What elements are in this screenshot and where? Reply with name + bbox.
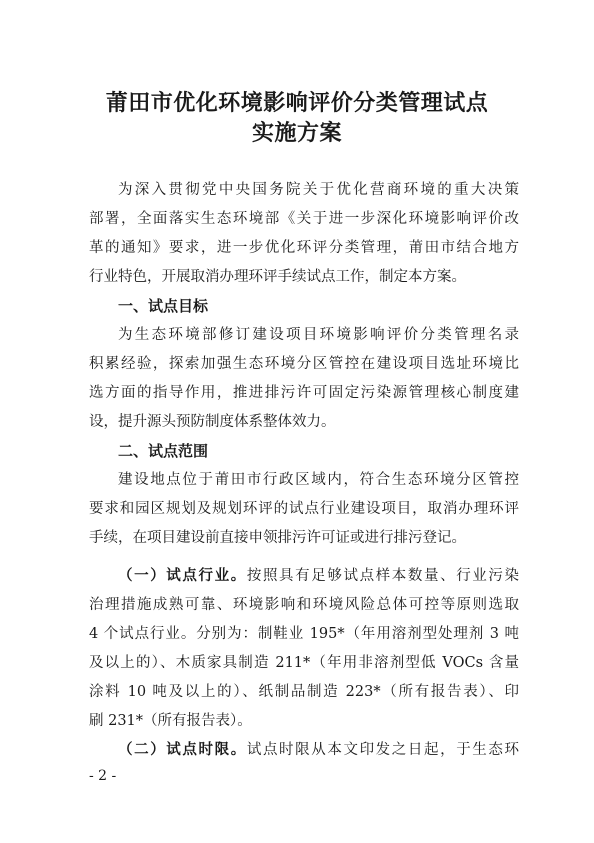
intro-line-2: 部署，全面落实生态环境部《关于进一步深化环境影响评价改 xyxy=(89,211,519,227)
intro-line-4: 行业特色，开展取消办理环评手续试点工作，制定本方案。 xyxy=(89,269,466,285)
subsection-2-first-rest: 试点时限从本文印发之日起，于生态环 xyxy=(246,742,520,758)
subsection-1-line-5: 涂料 10 吨及以上的）、纸制品制造 223*（所有报告表）、印 xyxy=(89,684,519,700)
section-1-line-1: 为生态环境部修订建设项目环境影响评价分类管理名录 xyxy=(118,327,519,343)
section-1-line-4: 设，提升源头预防制度体系整体效力。 xyxy=(89,414,336,430)
section-1-line-3: 选方面的指导作用，推进排污许可固定污染源管理核心制度建 xyxy=(89,385,519,401)
subsection-2-line-1 xyxy=(118,740,519,760)
intro-line-1: 为深入贯彻党中央国务院关于优化营商环境的重大决策 xyxy=(118,182,519,198)
subsection-1-line-2: 治理措施成熟可靠、环境影响和环境风险总体可控等原则选取 xyxy=(89,597,519,613)
intro-line-3: 革的通知》要求，进一步优化环评分类管理，莆田市结合地方 xyxy=(89,240,519,256)
section-1-line-2: 积累经验，探索加强生态环境分区管控在建设项目选址环境比 xyxy=(89,356,519,372)
subsection-1-lead: （一）试点行业。 xyxy=(118,567,247,584)
section-2-line-1: 建设地点位于莆田市行政区域内，符合生态环境分区管控 xyxy=(118,472,519,488)
section-2-line-2: 要求和园区规划及规划环评的试点行业建设项目，取消办理环评 xyxy=(89,501,519,517)
document-title-line-1: 莆田市优化环境影响评价分类管理试点 xyxy=(105,90,489,116)
subsection-1-first-rest: 按照具有足够试点样本数量、行业污染 xyxy=(246,568,520,584)
subsection-1-line-4: 及以上的）、木质家具制造 211*（年用非溶剂型低 VOCs 含量 xyxy=(89,655,519,671)
subsection-1-line-6: 刷 231*（所有报告表）。 xyxy=(89,713,252,729)
section-2-line-3: 手续，在项目建设前直接申领排污许可证或进行排污登记。 xyxy=(89,530,466,546)
document-title-line-2: 实施方案 xyxy=(251,120,342,146)
subsection-1-line-3: 4 个试点行业。分别为：制鞋业 195*（年用溶剂型处理剂 3 吨 xyxy=(89,626,519,642)
subsection-1-line-1 xyxy=(118,566,519,586)
section-1-heading: 一、试点目标 xyxy=(118,297,209,315)
page-number: - 2 - xyxy=(89,768,117,784)
subsection-2-lead: （二）试点时限。 xyxy=(118,741,247,758)
section-2-heading: 二、试点范围 xyxy=(118,442,209,460)
